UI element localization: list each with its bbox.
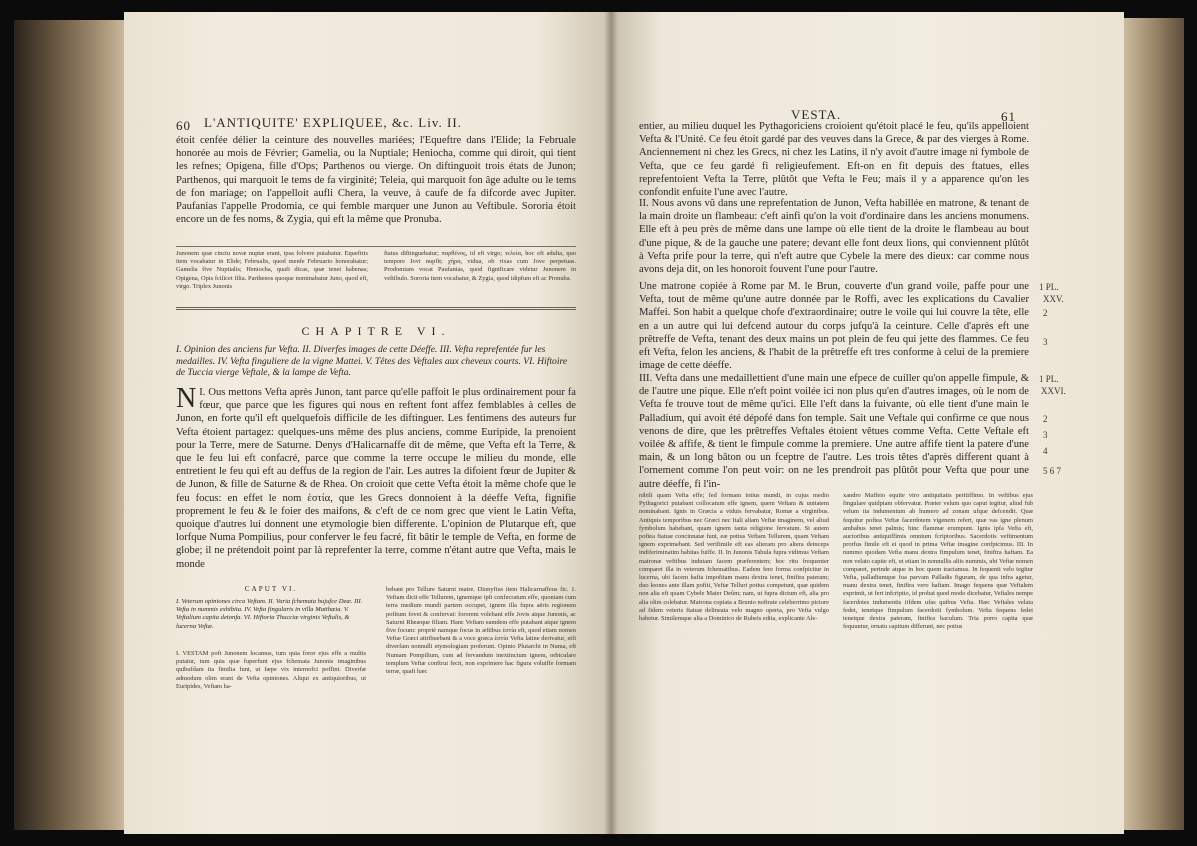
- book-gutter: [604, 12, 618, 834]
- right-para-3: Une matrone copiée à Rome par M. le Brun, couverte d'un grand voile, paffe pour une Vefta, tout de même qu'une autre donnée par le Roffi, avec les explications du Cavalier Maffei. Son habit a quelque chofe d'extraordinaire; outre le voile qui lui couvre la tête, elle en a un autre qui lui defcend autour du corps jufqu'à la ceinture. Celle d'après eft une prêtreffe de Vefta, tenant des deux mains un pot plein de feu qui jette des flammes. Ce feu eft Vefta, felon les anciens, & l'habit de la prêtreffe eft tres conforme à celui de la premiere image de cette déeffe.: [639, 281, 1029, 372]
- right-para-4: III. Vefta dans une medaillettient d'une main une efpece de cuiller qu'on appelle fimpule, & de l'autre une pique. Elle n'eft point voilée ici non plus qu'en d'autres images, où le nom de Vefta fe trouve tout de même qu'ici. Elle l'eft dans la fuivante, où elle tient d'une main le Palladium, qui avoit été dépofé dans fon temple. Sait une Veftale qui confirme ce que nous venons de dire, que les prêtreffes Veftales étoient vêtues comme Vefta. Cette Veftale eft voilée & affife, & tient le fimpule comme la premiere. Une autre affife tient la patere d'une main, & un long bâton ou un fceptre de l'autre. Les trois têtes d'après different quant à l'ornement comme l'on peut voir: on ne les prendroit pas plûtôt pour Vefta que pour une autre déeffe, fi l'in-: [639, 373, 1029, 490]
- margin-note: 2: [1043, 308, 1048, 318]
- latin-top-col2: ftatus diftinguebatur; παρθένος, id eft virgo; τελεία, hoc eft adulta, quo tempore Jovi nupfit; χήρα, vidua, ob rixas cum Jove perpetuas. Prodomiam vocat Paufanias, quod fignificare videtur Junonem in veftibulo. Sororia item vocabatur, & Zygia, quod idipfum eft ac Pronuba.: [384, 250, 576, 282]
- latin-right-col2: xandro Maffeio equite viro antiquitatis peritiffimo. In veftibus ejus fingulare quidpiam obfervatur. Præter velum quo caput tegitur, aliud fub velum ita indumentum ab humero ad zonam ufque defcendit. Quæ fequitur poftea Veftæ facerdotem vigenem refert, quæ vas igne plenum ambabus tenet palmis; hinc flammæ erumpunt. Ignis ipfa Vefta eft, auctoribus antiquiffimis omnium fcriptoribus. Sacerdotis veftimentum prorfus fimile eft ei quod in prima Veftæ imagine confpicimus. III. In nummo quodam Vefta manu dextra fimpulum tenet, finiftra haftam. Ea non velato capite eft, ut etiam in nonnullis aliis nummis, ubi Veftæ nomen comparet, perinde atque in hoc quem tractamus. In fequenti velo tegitur Vefta, palladiumque fua parvam Palladis figuram, de qua infra agetur, manu dextra tenet, finiftra vero haftam. Imago fequens quæ Veftalem exprimit, ut fert infcriptio, id probat quod modo dicebatur, Veftales nempe facerdotes indumentis iifdem ufas quibus Vefta. Hæc Veftales velata fedet, tenetque fimpulum facerdotii fymbolum. Vefta fequens fedet tenetque dextra pateram, finiftra baculum. Tria porro capita quæ fequuntur, ornatu capitum differunt, nec potius: [843, 492, 1033, 631]
- chapter-title: CHAPITRE VI.: [301, 324, 451, 338]
- margin-note: XXV.: [1043, 294, 1064, 304]
- right-page-edges: [1124, 18, 1184, 830]
- right-para-2: II. Nous avons vû dans une reprefentation de Junon, Vefta habillée en matrone, & tenant de la main droite un flambeau: c'eft ainfi qu'on la voit d'ordinaire dans les anciens monumens. Elle eft à peu près de même dans une lampe où elle tient de la droite le flambeau au bout d'une pique, & de la gauche une patere; devant elle font deux lions, qui conviennent plûtôt à Vefta prife pour la terre, qui n'eft autre que Cybele la mere des dieux: car comme nous avons deja dit, on les honoroit fouvent l'une pour l'autre.: [639, 198, 1029, 276]
- drop-cap: N: [176, 383, 197, 414]
- footnote-rule: [176, 246, 576, 247]
- margin-note: 5 6 7: [1043, 466, 1061, 476]
- right-page: [611, 12, 1124, 834]
- caput-summary: I. Veterum opiniones circa Veftam. II. Varia fchemata hujufce Deæ. III. Vefta in nummis exhibita. IV. Vefta fingularis in villa Matthæia. V. Veftalium capita detonfa. VI. Hiftoria Thucciæ virginis Veftalis, & lucerna Veftæ.: [176, 598, 363, 630]
- right-main-text: entier, au milieu duquel les Pythagoriciens croioient qu'étoit placé le feu, qu'ils appelloient Vefta & l'Unité. Ce feu étoit gardé par des veuves dans la Grece, & par des vierges à Rome. Anciennement ni chez les Grecs, ni chez les Latins, il n'y avoit d'autre image ni fymbole de Vefta, que ce feu gardé fi religieufement. Eft-on en fit depuis des ftatues, elles reprefentoient Vefta la Terre, plûtôt que Vefta le Feu; mais il y a apparence qu'on les confondit enfuite l'une avec l'autre.: [639, 121, 1029, 199]
- margin-note: 4: [1043, 446, 1048, 456]
- chapter-summary: I. Opinion des anciens fur Vefta. II. Diverfes images de cette Déeffe. III. Vefta reprefentée fur les medailles. IV. Vefta finguliere de la vigne Mattei. V. Têtes des Veftales aux cheveux courts. VI. Hiftoire de Tuccia vierge Veftale, & la lampe de Vefta.: [176, 344, 568, 378]
- margin-note: 2: [1043, 414, 1048, 424]
- right-page-number: 61: [1001, 109, 1016, 124]
- paragraph-text: Ous mettons Vefta après Junon, tant parce qu'elle paffoit le plus ordinairement pour fa fœur, que parce que les figures qui nous en reftent font affez femblables à celles de Junon, en forte qu'il eft quelquefois difficile de les diftinguer. Les fentimens des auteurs fur Vefta étoient partagez: quelques-uns même des plus anciens, comme Euripide, la prenoient pour la Terre, mere de Saturne. Denys d'Halicarnaffe dit de même, que Vefta eft la Terre, & que le feu lui eft confacré, parce que comme la terre occupe le milieu du monde, elle entretient le feu qui eft au deffus de la region de l'air. Les autres la difoient fœur de Jupiter & de Junon, & fille de Saturne & de Rhea. On croioit que cette Vefta étoit la même chofe que le feu focus: en effet le nom ἑστία, que les Grecs donnoient à la déeffe Vefta, fignifie proprement le feu & le foier des maifons, & c'eft de ce nom grec que vient le Latin Vefta, quoique d'autres lui donnent une etymologie bien differente. L'opinion de Plutarque eft, que lorfque Numa Pompilius, pour conferver le feu facré, fit bâtir le temple de Vefta, en forme de globe; il ne prétendoit point par là reprefenter la terre, comme n'étant autre que Vefta, mais le monde: [176, 387, 576, 570]
- margin-note: XXVI.: [1041, 386, 1066, 396]
- latin-main-col2: bebant pro Tellure Saturni matre. Dionyfius item Halicarnaffeus fic. 1. Veftam dicit effe Tellurem, ignemque ipfi confecratum effe, quoniam cum terra medium mundi partem occupet, ignem illa fupra aëris regionem pofitum fovet & confervat: fororem volebant effe Jovis atque Junonis, ac Saturni Rheæque filiam. Hanc Veftam eamdem effe putabant atque ignem five focum: propriè namque focus in æftibus ἑστία eft, quod etiam nomen Veftæ Græci attribuebant & a voce græca ἑστία Vefta latine derivatur, etfi diverfam nonnulli etymologiam proferunt. Opinio Plutarchi in Numa, eft Numam Pompilium, cum ad fervandum inextinctum ignem, orbiculare templum Veftæ conftrui fecit, non exprimere hac figura voluiffe formam terræ, quafi hæc: [386, 586, 576, 676]
- left-main-text: [176, 383, 576, 571]
- margin-note: 3: [1043, 430, 1048, 440]
- margin-note: 3: [1043, 337, 1048, 347]
- latin-main-col1: I. VESTAM poft Junonem locamus, tum quia foror ejus effe a multis putatur, tum quia quæ fuperfunt ejus fchemata Junonis imaginibus quibufdam ita fimilia funt, ut fæpe vix internofci poffint. Diverfæ admodum olim erant de Vefta opiniones. Aliqui ex antiquioribus, ut Euripides, Veftam ha-: [176, 650, 366, 690]
- left-page-edges: [14, 20, 124, 830]
- left-top-text: étoit cenfée délier la ceinture des nouvelles mariées; l'Equeftre dans l'Elide; la Februale honorée au mois de Février; Gamelia, ou la Nuptiale; Heniocha, comme qui diroit, qui tient les refnes; Opigena, fille d'Ops; Parthenos ou vierge. On diftinguoit trois états de Junon; Parthenos, qui marquoit le tems de fa virginité; Teleia, qui marquoit fon âge adulte ou le tems de fon mariage; on l'appelloit aufli Chera, la veuve, à caufe de fa difcorde avec Jupiter. Paufanias l'appelle Prodomia, ce qui femble marquer une Junon au Veftibule. Sororia étoit encore un de fes noms, & Zygia, qui eft la même que Pronuba.: [176, 135, 576, 226]
- latin-top-col1: Junonem quæ cinctu novæ nuptæ erant, ipsa folvere putabatur. Equeftris item vocabatur in Elide; Februalis, quod menfe Februario honorabatur; Gamelia five Nuptialis; Heniocha, quafi dicas, quæ tenet habenas; Opigena, Opis fcilicet filia. Parthenos quoque nominabatur Juno, quod eft, virgo. Triplex Junonis: [176, 250, 368, 290]
- latin-right-col1: nibili quam Vefta effe; fed formam totius mundi, in cujus medio Pythagorici putabant collocatum effe ignem, quem Veftam & unitatem nominabant. Ignis in Græcia a viduis fervabatur, Romæ a virginibus. Antiquis temporibus nec Græci nec Itali aliam Veftæ imaginem, vel aliud fymbolum habebant, quam ignem tanta religione fervatum. Si autem poftea ftatuæ concinnatæ funt, eæ potius Veftam Tellurem, quam Veftam ignem exprimebant. Sed verifimile eft eas alteram pro altera deinceps indiferiminatim habitas fuiffe. II. In Junonis Tabula fupra vidimus Veftam matronæ veftibus indutam facem præferentem; hoc ritu frequenter comparet illa in veterum fchematibus. Eadem fere forma confpicitur in lucerna, ubi facem hafta impofitam manu dextra tenet, finiftra pateram; duo leones ante illam pofiti, Veftæ Telluri potius competunt, quæ quidem non alia eft quam Cybele Mater Deûm; nam, ut fupra dictum eft, alia pro alia olim colebatur. Matrona copiata a Brunio noftrate celeberrimo pictore ad fidem veteris ftatuæ delineata velo magno operta, pro Vefta vulgo habetur. Similemque alia a Dominico de Rubeis edita, explicante Ale-: [639, 492, 829, 623]
- margin-note: 1 PL.: [1039, 374, 1059, 384]
- ornament-band: [176, 307, 576, 315]
- left-page: [124, 12, 611, 834]
- paragraph-number: I.: [199, 387, 206, 398]
- left-page-number: 60: [176, 118, 191, 133]
- right-running-head: VESTA.: [791, 107, 842, 122]
- caput-title: CAPUT VI.: [244, 585, 298, 593]
- margin-note: 1 PL.: [1039, 282, 1059, 292]
- open-book: [14, 12, 1184, 834]
- left-running-head: L'ANTIQUITE' EXPLIQUEE, &c. Liv. II.: [204, 115, 462, 130]
